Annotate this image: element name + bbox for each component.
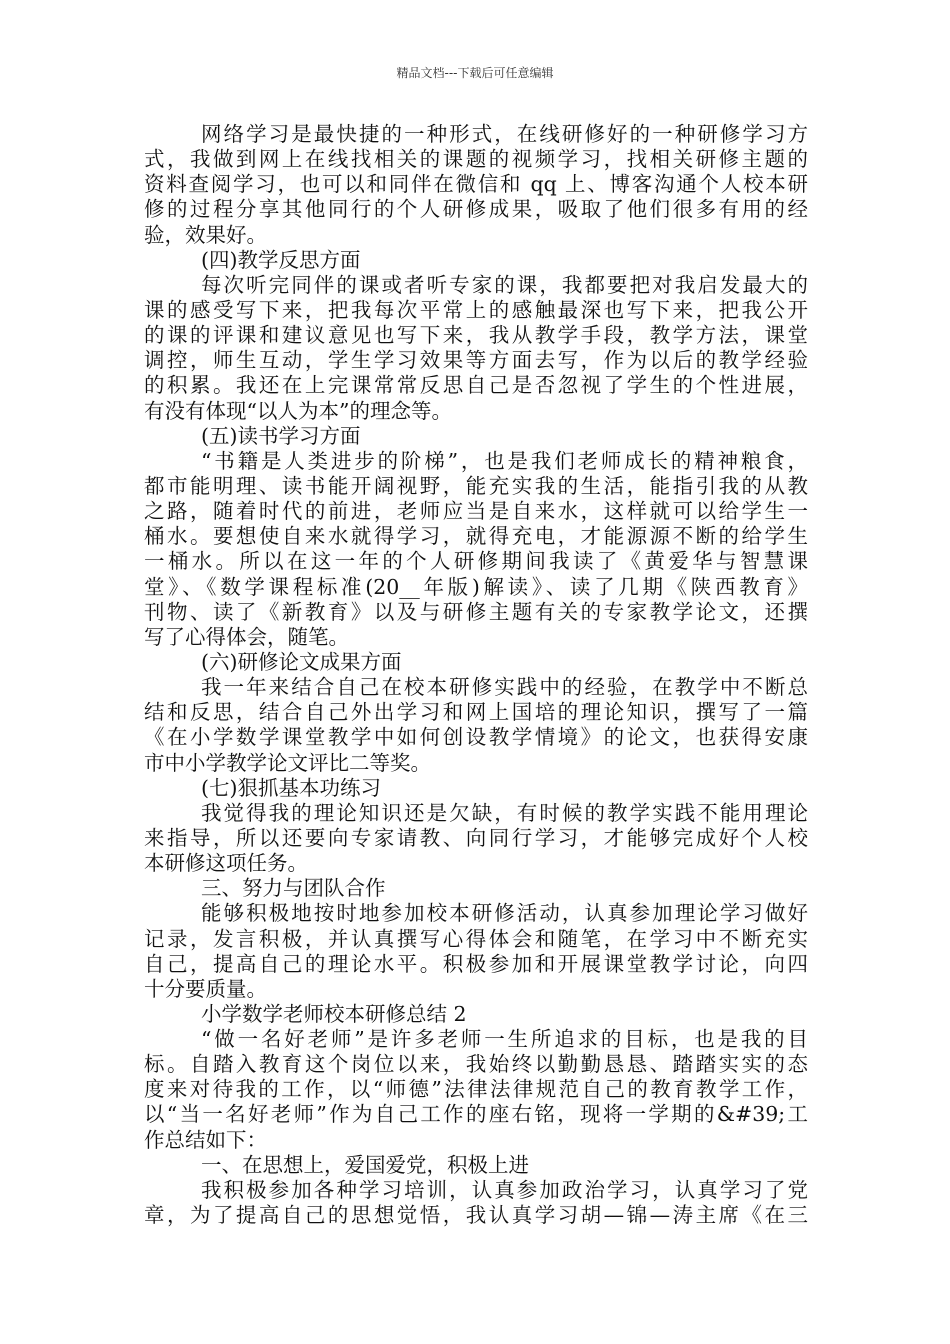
text-line: 三、努力与团队合作 — [201, 876, 386, 901]
text-line: 能够积极地按时地参加校本研修活动，认真参加理论学习做好 — [201, 901, 808, 926]
text-line: (七)狠抓基本功练习 — [201, 775, 381, 800]
text-line: “书籍是人类进步的阶梯”，也是我们老师成长的精神粮食， — [201, 448, 808, 473]
text-line: 刊物、读了《新教育》以及与研修主题有关的专家教学论文，还撰 — [144, 599, 808, 624]
text-line: 十分要质量。 — [144, 976, 267, 1001]
text-line: 自己，提高自己的理论水平。积极参加和开展课堂教学讨论，向四 — [144, 951, 808, 976]
text-line: 调控，师生互动，学生学习效果等方面去写，作为以后的教学经验 — [144, 348, 808, 373]
text-line: 结和反思，结合自己外出学习和网上国培的理论知识，撰写了一篇 — [144, 700, 808, 725]
text-line: (五)读书学习方面 — [201, 423, 361, 448]
text-line: 一、在思想上，爱国爱党，积极上进 — [201, 1152, 529, 1177]
text-line: 堂》、《数学课程标准(20__年版)解读》、读了几期《陕西教育》 — [144, 574, 808, 599]
text-line: 我积极参加各种学习培训，认真参加政治学习，认真学习了党 — [201, 1177, 808, 1202]
text-line: 之路，随着时代的前进，老师应当是自来水，这样就可以给学生一 — [144, 499, 808, 524]
text-line: (四)教学反思方面 — [201, 247, 361, 272]
text-line: 写了心得体会，随笔。 — [144, 624, 349, 649]
page-header: 精品文档---下载后可任意编辑 — [396, 66, 554, 80]
text-line: 验，效果好。 — [144, 222, 267, 247]
text-line: 度来对待我的工作，以“师德”法律法律规范自己的教育教学工作， — [144, 1077, 808, 1102]
text-line: 标。自踏入教育这个岗位以来，我始终以勤勤恳恳、踏踏实实的态 — [144, 1052, 808, 1077]
text-line: 课的感受写下来，把我每次平常上的感触最深也写下来，把我公开 — [144, 297, 808, 322]
text-line: 式，我做到网上在线找相关的课题的视频学习，找相关研修主题的 — [144, 147, 808, 172]
text-line: 都市能明理、读书能开阔视野，能充实我的生活，能指引我的从教 — [144, 473, 808, 498]
text-line: 作总结如下： — [144, 1127, 267, 1152]
text-line: 的积累。我还在上完课常常反思自己是否忽视了学生的个性进展， — [144, 373, 808, 398]
text-line: 资料查阅学习，也可以和同伴在微信和 qq 上、博客沟通个人校本研 — [144, 172, 808, 197]
text-line: 本研修这项任务。 — [144, 851, 308, 876]
text-line: 市中小学教学论文评比二等奖。 — [144, 750, 431, 775]
text-line: 桶水。要想使自来水就得学习，就得充电，才能源源不断的给学生 — [144, 524, 808, 549]
document-body — [144, 122, 808, 1228]
text-line: 我觉得我的理论知识还是欠缺，有时候的教学实践不能用理论 — [201, 800, 808, 825]
text-line: 修的过程分享其他同行的个人研修成果，吸取了他们很多有用的经 — [144, 197, 808, 222]
text-line: 每次听完同伴的课或者听专家的课，我都要把对我启发最大的 — [201, 272, 808, 297]
text-line: 来指导，所以还要向专家请教、向同行学习，才能够完成好个人校 — [144, 825, 808, 850]
text-line: 小学数学老师校本研修总结 2 — [201, 1001, 467, 1026]
text-line: 章，为了提高自己的思想觉悟，我认真学习胡—锦—涛主席《在三 — [144, 1203, 808, 1228]
text-line: 我一年来结合自己在校本研修实践中的经验，在教学中不断总 — [201, 675, 808, 700]
text-line: 以“当一名好老师”作为自己工作的座右铭，现将一学期的&#39;工 — [144, 1102, 808, 1127]
text-line: 的课的评课和建议意见也写下来，我从教学手段，教学方法，课堂 — [144, 323, 808, 348]
text-line: 《在小学数学课堂教学中如何创设教学情境》的论文，也获得安康 — [144, 725, 808, 750]
text-line: 一桶水。所以在这一年的个人研修期间我读了《黄爱华与智慧课 — [144, 549, 808, 574]
text-line: “做一名好老师”是许多老师一生所追求的目标，也是我的目 — [201, 1027, 808, 1052]
text-line: (六)研修论文成果方面 — [201, 649, 402, 674]
text-line: 记录，发言积极，并认真撰写心得体会和随笔，在学习中不断充实 — [144, 926, 808, 951]
text-line: 网络学习是最快捷的一种形式，在线研修好的一种研修学习方 — [201, 122, 808, 146]
text-line: 有没有体现“以人为本”的理念等。 — [144, 398, 452, 423]
